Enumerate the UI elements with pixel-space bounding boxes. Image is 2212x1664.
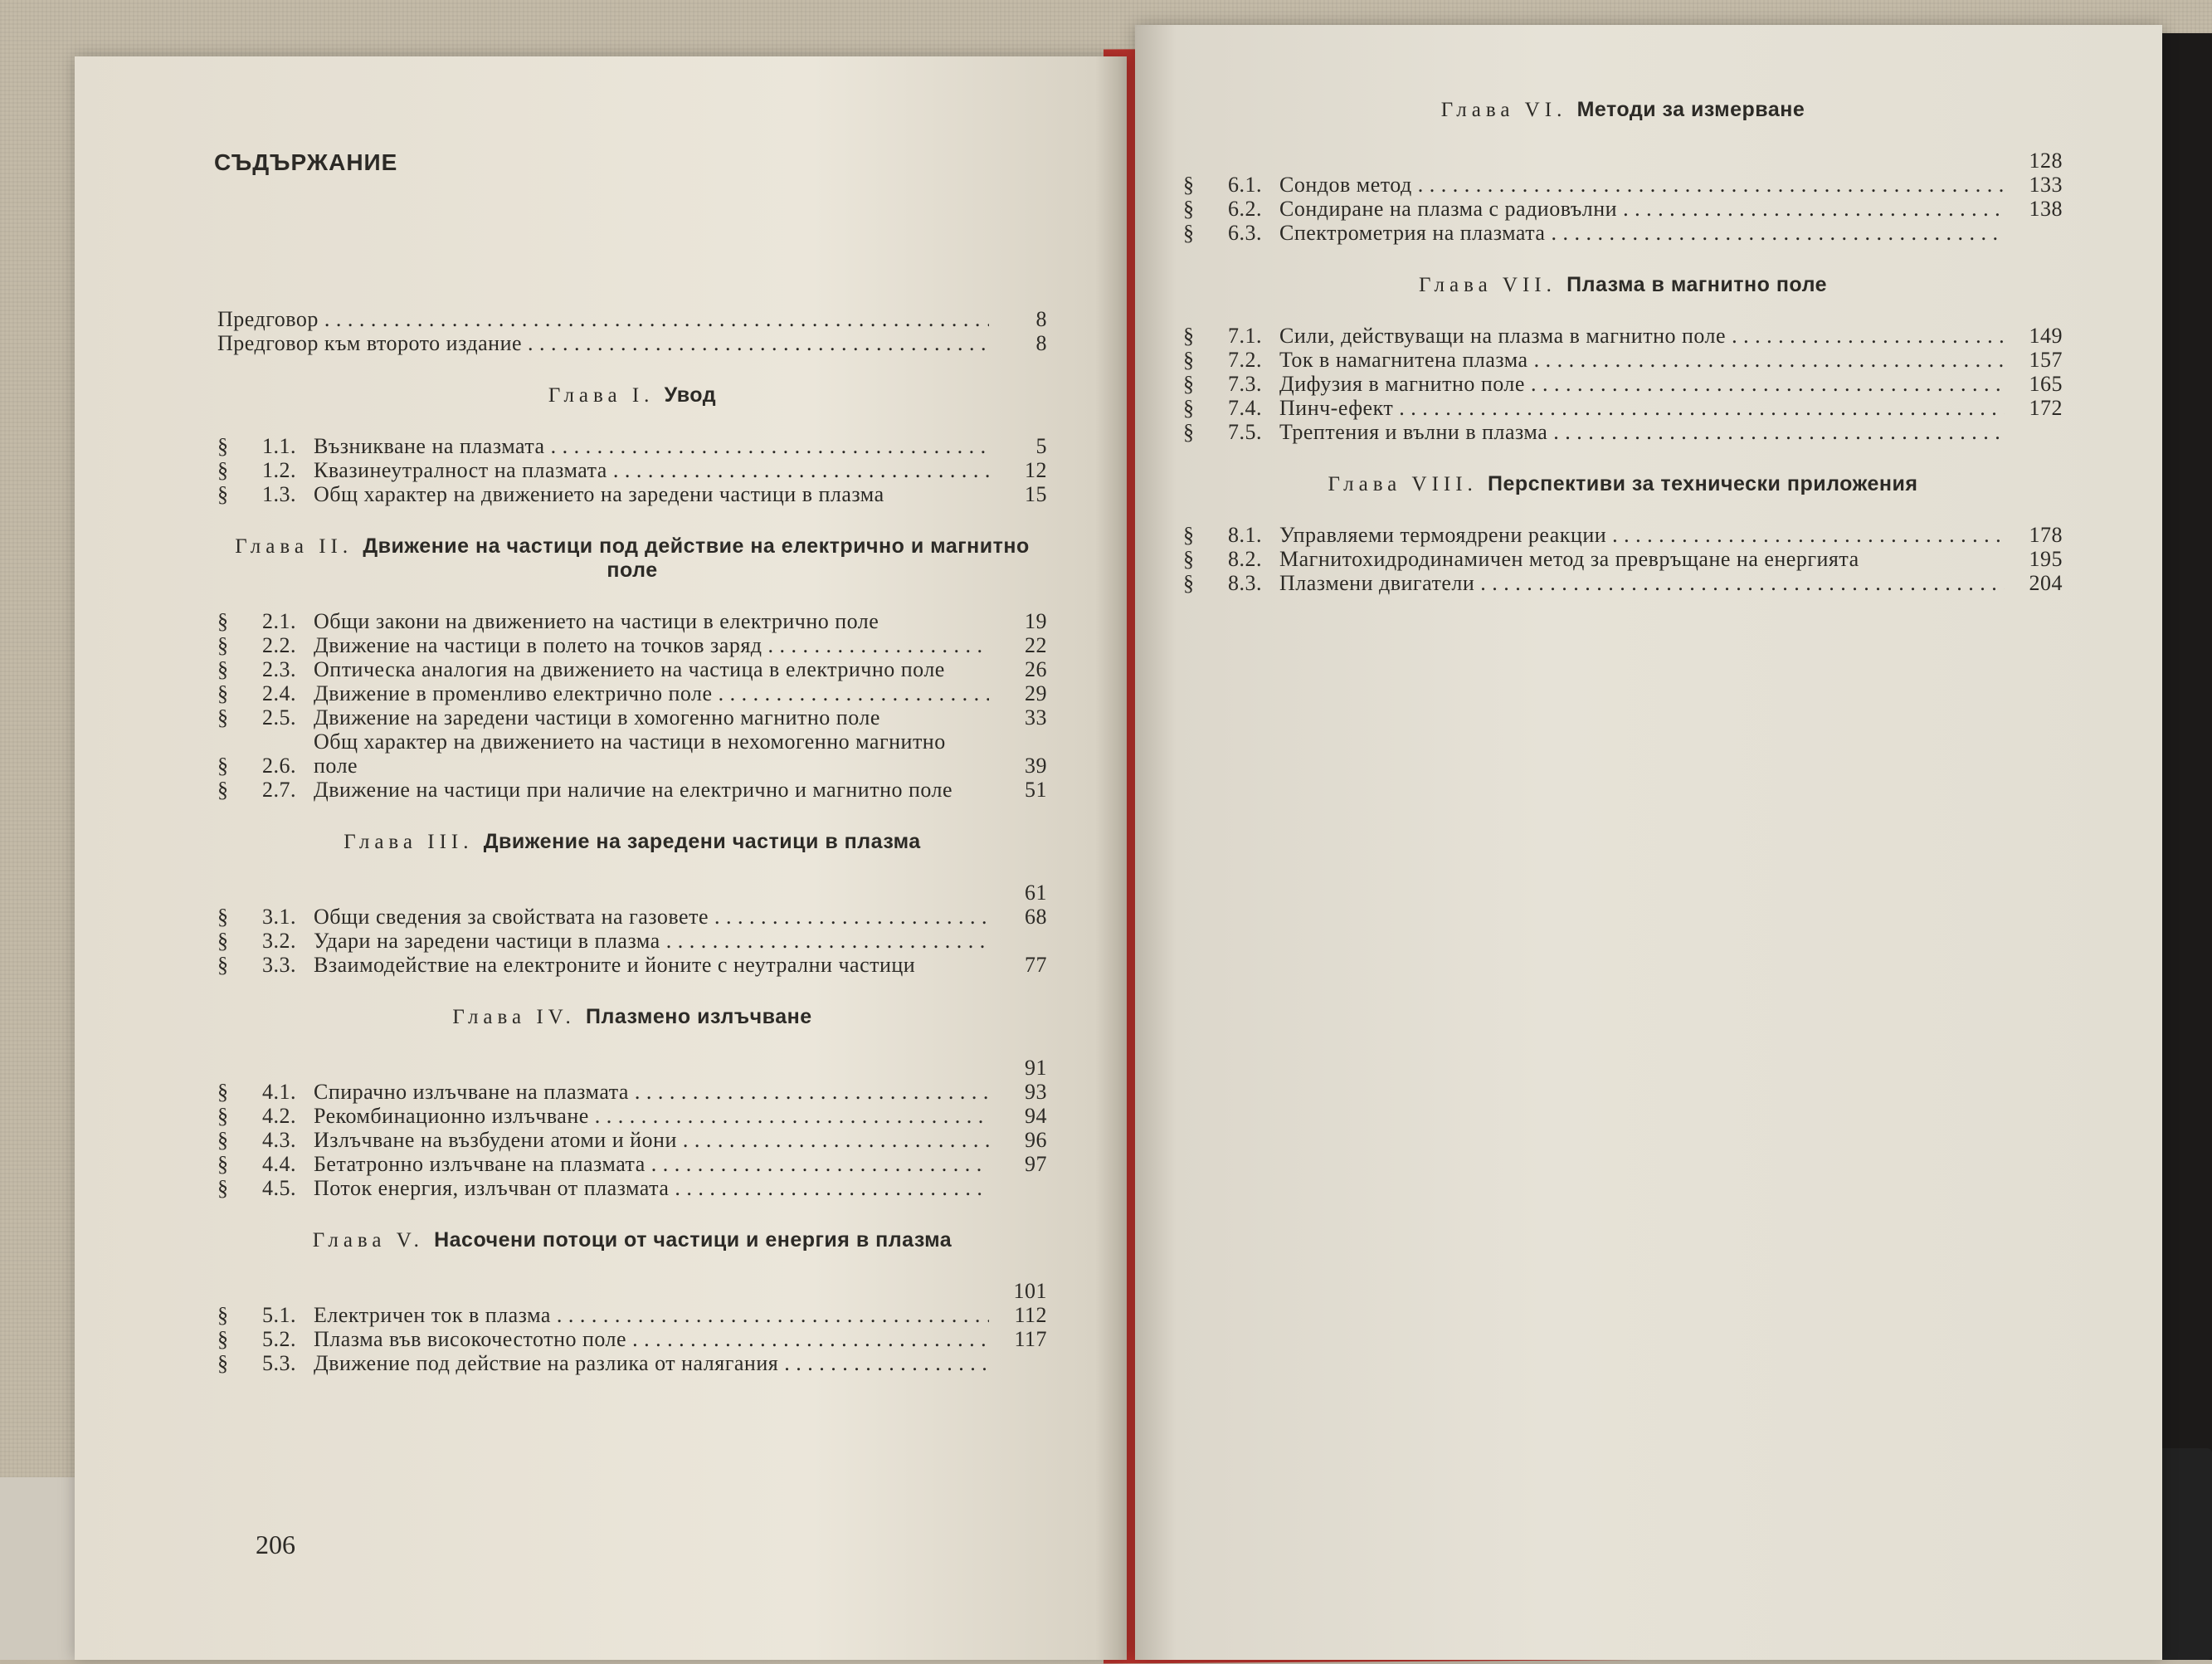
chapter-heading [217,383,1047,407]
toc-entry [217,633,1047,657]
entry-number: 7.1. [1228,324,1262,348]
entry-number: 2.5. [262,705,296,730]
chapter-label: Глава III. [343,831,484,853]
chapter-heading [1183,98,2063,122]
entry-title: Поток енергия, излъчван от плазмата . . . [314,1176,989,1200]
entry-title: Оптическа аналогия на движението на частица в електрично поле [314,657,945,681]
toc-entry [217,1056,1047,1080]
entry-page: 204 [2029,571,2063,595]
chapter-heading [217,1228,1047,1252]
toc-entry [1183,348,2063,372]
entry-page: 5 [1035,434,1047,458]
chapter-label: Глава VII. [1418,274,1567,296]
toc-entry [217,657,1047,681]
entry-title: Плазмени двигатели . . . [1279,571,2005,595]
entry-page: 29 [1025,681,1047,705]
toc-entry [217,458,1047,482]
section-sign: § [217,657,229,681]
entry-number: 2.2. [262,633,296,657]
entry-title: Движение на частици при наличие на електрично и магнитно поле [314,778,953,802]
section-sign: § [1183,372,1195,396]
section-sign: § [1183,396,1195,420]
toc-entry [1183,324,2063,348]
chapter-label: Глава VI. [1440,99,1577,121]
toc-entry [217,331,1047,355]
chapter-heading [1183,273,2063,297]
toc-entry [1183,420,2063,444]
toc-entry [1183,173,2063,197]
section-sign: § [1183,348,1195,372]
entry-title: Сондов метод . . . [1279,173,2005,197]
entry-number: 6.3. [1228,221,1262,245]
section-sign: § [217,1351,229,1375]
entry-title: Движение в променливо електрично поле . . . [314,681,989,705]
entry-title: Магнитохидродинамичен метод за превръщане на енергията [1279,547,1859,571]
entry-title: Трептения и вълни в плазма . . . [1279,420,2005,444]
page-number: 206 [256,1530,295,1559]
entry-number: 1.3. [262,482,296,506]
entry-page: 97 [1025,1152,1047,1176]
chapter-title: Перспективи за технически приложения [1488,472,1918,495]
chapter-title: Движение на частици под действие на електрично и магнитно поле [363,534,1030,582]
section-sign: § [217,434,229,458]
toc-heading: СЪДЪРЖАНИЕ [214,149,398,175]
left-toc [217,307,1047,1375]
entry-number: 2.7. [262,778,296,802]
entry-page: 157 [2029,348,2063,372]
section-sign: § [217,778,229,802]
entry-page: 96 [1025,1128,1047,1152]
toc-entry [217,1279,1047,1303]
toc-entry [217,881,1047,905]
entry-title: Общи закони на движението на частици в електрично поле [314,609,879,633]
entry-title: Общ характер на движението на заредени частици в плазма [314,482,884,506]
entry-title: Бетатронно излъчване на плазмата . . . [314,1152,989,1176]
entry-title: Дифузия в магнитно поле . . . [1279,372,2005,396]
chapter-heading [217,534,1047,583]
toc-entry [217,778,1047,802]
entry-number: 7.4. [1228,396,1262,420]
chapter-title: Движение на заредени частици в плазма [483,830,921,853]
toc-entry [217,730,1047,778]
entry-number: 1.2. [262,458,296,482]
toc-entry [217,1351,1047,1375]
entry-number: 3.1. [262,905,296,929]
entry-number: 7.5. [1228,420,1262,444]
chapter-title: Насочени потоци от частици и енергия в плазма [434,1228,953,1252]
toc-entry [1183,221,2063,245]
entry-page: 195 [2029,547,2063,571]
entry-page: 91 [1025,1056,1047,1080]
entry-title: Сондиране на плазма с радиовълни . . . [1279,197,2005,221]
section-sign: § [1183,571,1195,595]
entry-title: Рекомбинационно излъчване . . . [314,1104,989,1128]
entry-page: 8 [1035,331,1047,355]
section-sign: § [217,482,229,506]
section-sign: § [217,1176,229,1200]
entry-number: 2.4. [262,681,296,705]
toc-entry [217,1176,1047,1200]
entry-title: Плазма във високочестотно поле . . . [314,1327,989,1351]
section-sign: § [217,705,229,730]
section-sign: § [217,953,229,977]
chapter-title: Увод [664,383,717,407]
entry-title: Сили, действуващи на плазма в магнитно поле . . . [1279,324,2005,348]
entry-number: 7.3. [1228,372,1262,396]
entry-number: 4.4. [262,1152,296,1176]
entry-title: Движение на частици в полето на точков заряд . . . [314,633,989,657]
chapter-heading [217,830,1047,854]
chapter-heading [217,1005,1047,1029]
entry-page: 39 [1025,754,1047,778]
toc-entry [217,434,1047,458]
entry-number: 5.3. [262,1351,296,1375]
toc-entry [217,482,1047,506]
section-sign: § [1183,324,1195,348]
entry-title: Удари на заредени частици в плазма . . . [314,929,989,953]
entry-title: Взаимодействие на електроните и йоните с неутрални частици [314,953,916,977]
toc-entry [1183,372,2063,396]
toc-entry [217,929,1047,953]
entry-number: 5.1. [262,1303,296,1327]
toc-entry [217,1152,1047,1176]
entry-title: Общ характер на движението на частици в нехомогенно магнитно поле [314,730,946,778]
chapter-title: Плазмено излъчване [586,1005,812,1028]
entry-page: 77 [1025,953,1047,977]
entry-title: Управляеми термоядрени реакции . . . [1279,523,2005,547]
entry-number: 3.3. [262,953,296,977]
entry-number: 3.2. [262,929,296,953]
entry-number: 2.1. [262,609,296,633]
entry-title: Ток в намагнитена плазма . . . [1279,348,2005,372]
entry-number: 4.5. [262,1176,296,1200]
toc-entry [217,953,1047,977]
entry-title: Спирачно излъчване на плазмата . . . [314,1080,989,1104]
toc-entry [217,681,1047,705]
chapter-label: Глава IV. [452,1006,586,1028]
entry-title: Излъчване на възбудени атоми и йони . . . [314,1128,989,1152]
entry-title: Движение под действие на разлика от налягания . . . [314,1351,989,1375]
right-page [1135,25,2162,1660]
entry-title: Квазинеутралност на плазмата . . . [314,458,989,482]
section-sign: § [1183,197,1195,221]
section-sign: § [217,609,229,633]
toc-entry [1183,197,2063,221]
entry-number: 8.1. [1228,523,1262,547]
entry-page: 138 [2029,197,2063,221]
entry-number: 2.6. [262,754,296,778]
entry-page: 117 [1014,1327,1047,1351]
entry-page: 94 [1025,1104,1047,1128]
section-sign: § [217,681,229,705]
entry-page: 68 [1025,905,1047,929]
entry-page: 15 [1025,482,1047,506]
entry-page: 19 [1025,609,1047,633]
entry-page: 149 [2029,324,2063,348]
section-sign: § [1183,547,1195,571]
chapter-label: Глава I. [548,384,665,407]
section-sign: § [217,1104,229,1128]
entry-number: 1.1. [262,434,296,458]
entry-title: Предговор към второто издание . . . [217,331,989,355]
toc-entry [1183,547,2063,571]
toc-entry [217,609,1047,633]
entry-number: 5.2. [262,1327,296,1351]
entry-title: Възникване на плазмата . . . [314,434,989,458]
section-sign: § [1183,173,1195,197]
entry-number: 6.2. [1228,197,1262,221]
entry-page: 12 [1025,458,1047,482]
entry-page: 172 [2029,396,2063,420]
entry-number: 4.1. [262,1080,296,1104]
entry-title: Електричен ток в плазма . . . [314,1303,989,1327]
entry-page: 8 [1035,307,1047,331]
toc-entry [1183,396,2063,420]
entry-title: Спектрометрия на плазмата . . . [1279,221,2005,245]
section-sign: § [217,929,229,953]
entry-number: 7.2. [1228,348,1262,372]
section-sign: § [217,905,229,929]
toc-entry [217,1303,1047,1327]
entry-page: 51 [1025,778,1047,802]
section-sign: § [217,1327,229,1351]
entry-page: 26 [1025,657,1047,681]
section-sign: § [217,754,229,778]
entry-page: 93 [1025,1080,1047,1104]
chapter-label: Глава VIII. [1328,473,1488,495]
entry-title: Предговор . . . [217,307,989,331]
entry-number: 2.3. [262,657,296,681]
left-page [75,56,1127,1660]
entry-page: 22 [1025,633,1047,657]
entry-page: 178 [2029,523,2063,547]
section-sign: § [217,633,229,657]
section-sign: § [217,1303,229,1327]
entry-page: 112 [1014,1303,1047,1327]
toc-entry [1183,523,2063,547]
entry-page: 101 [1013,1279,1047,1303]
section-sign: § [217,458,229,482]
toc-entry [217,905,1047,929]
entry-number: 4.3. [262,1128,296,1152]
entry-number: 8.2. [1228,547,1262,571]
entry-title: Пинч-ефект . . . [1279,396,2005,420]
chapter-label: Глава II. [235,535,363,558]
section-sign: § [217,1128,229,1152]
entry-page: 133 [2029,173,2063,197]
toc-entry [1183,149,2063,173]
entry-page: 61 [1025,881,1047,905]
section-sign: § [217,1152,229,1176]
section-sign: § [1183,523,1195,547]
section-sign: § [1183,221,1195,245]
chapter-label: Глава V. [312,1229,435,1252]
toc-entry [217,1128,1047,1152]
chapter-title: Плазма в магнитно поле [1566,273,1828,296]
entry-page: 165 [2029,372,2063,396]
entry-page: 128 [2029,149,2063,173]
toc-entry [1183,571,2063,595]
entry-title: Движение на заредени частици в хомогенно магнитно поле [314,705,880,730]
toc-entry [217,1080,1047,1104]
toc-entry [217,1327,1047,1351]
right-toc [1183,98,2063,595]
entry-number: 8.3. [1228,571,1262,595]
toc-entry [217,307,1047,331]
section-sign: § [1183,420,1195,444]
chapter-title: Методи за измерване [1576,98,1805,121]
entry-title: Общи сведения за свойствата на газовете . . . [314,905,989,929]
toc-entry [217,705,1047,730]
entry-page: 33 [1025,705,1047,730]
chapter-heading [1183,472,2063,496]
entry-number: 6.1. [1228,173,1262,197]
entry-number: 4.2. [262,1104,296,1128]
section-sign: § [217,1080,229,1104]
toc-entry [217,1104,1047,1128]
